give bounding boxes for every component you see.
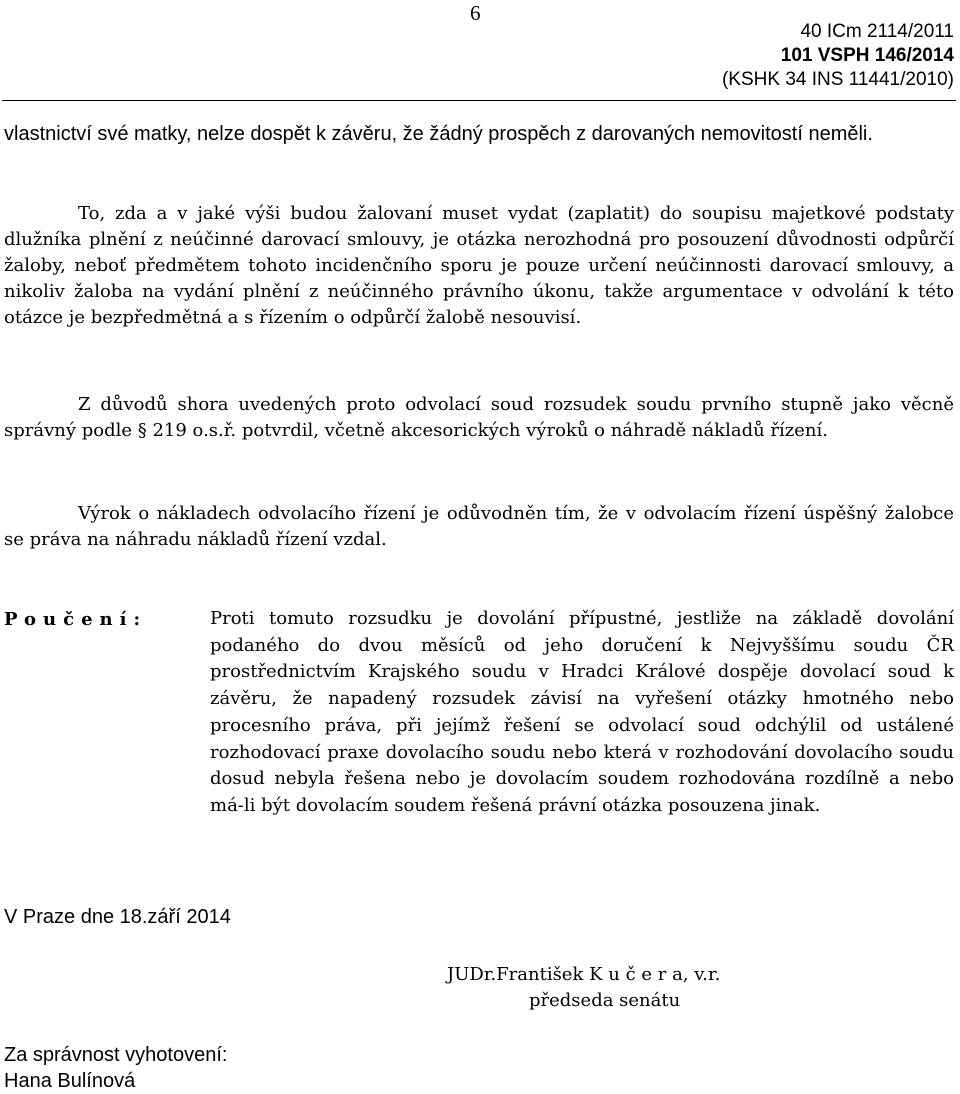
signature-name: JUDr.František K u č e r a, v.r.: [447, 964, 721, 985]
instruction-label: Poučení:: [4, 609, 148, 630]
place-date: V Praze dne 18.září 2014: [4, 906, 231, 928]
signature-role: předseda senátu: [529, 990, 681, 1011]
certification-label: Za správnost vyhotovení:: [4, 1044, 228, 1066]
page-number: 6: [470, 1, 481, 25]
certification-name: Hana Bulínová: [4, 1070, 136, 1092]
case-ref-primary: 40 ICm 2114/2011: [800, 21, 954, 42]
case-ref-insolvency: (KSHK 34 INS 11441/2010): [721, 69, 954, 90]
paragraph-avoidance-claim: To, zda a v jaké výši budou žalovaní muset vydat (zaplatit) do soupisu majetkové podstaty dlužníka plnění z neúčinné darovací smlouvy, je otázka nerozhodná pro posouzení důvodnosti odpůrčí žaloby, neboť předmětem tohoto incidenčního sporu je pouze určení neúčinnosti darovací smlouvy, a nikoliv žaloba na vydání plnění z neúčinného právního úkonu, takže argumentace v odvolání k této otázce je bezpředmětná a s řízením o odpůrčí žalobě nesouvisí.: [4, 203, 954, 328]
certification-block: [4, 1042, 227, 1094]
case-references: [722, 20, 954, 92]
paragraph-costs: Výrok o nákladech odvolacího řízení je odůvodněn tím, že v odvolacím řízení úspěšný žalobce se práva na náhradu nákladů řízení vzdal.: [4, 503, 954, 550]
case-ref-appeal: 101 VSPH 146/2014: [780, 45, 954, 66]
header-divider: [2, 100, 956, 101]
paragraph-continuation: vlastnictví své matky, nelze dospět k závěru, že žádný prospěch z darovaných nemovitostí neměli.: [4, 123, 873, 145]
signature-block: [447, 962, 720, 1014]
instruction-text: Proti tomuto rozsudku je dovolání přípustné, jestliže na základě dovolání podaného do dvou měsíců od jeho doručení k Nejvyššímu soudu ČR prostřednictvím Krajského soudu v Hradci Králové dospěje dovolací soud k závěru, že napadený rozsudek závisí na vyřešení otázky hmotného nebo procesního práva, při jejímž řešení se odvolací soud odchýlil od ustálené rozhodovací praxe dovolacího soudu nebo která v rozhodování dovolacího soudu dosud nebyla řešena nebo je dovolacím soudem rozhodována rozdílně a nebo má-li být dovolacím soudem řešená právní otázka posouzena jinak.: [210, 608, 954, 816]
paragraph-judgment-confirmed: Z důvodů shora uvedených proto odvolací soud rozsudek soudu prvního stupně jako věcně správný podle § 219 o.s.ř. potvrdil, včetně akcesorických výroků o náhradě nákladů řízení.: [4, 394, 954, 441]
